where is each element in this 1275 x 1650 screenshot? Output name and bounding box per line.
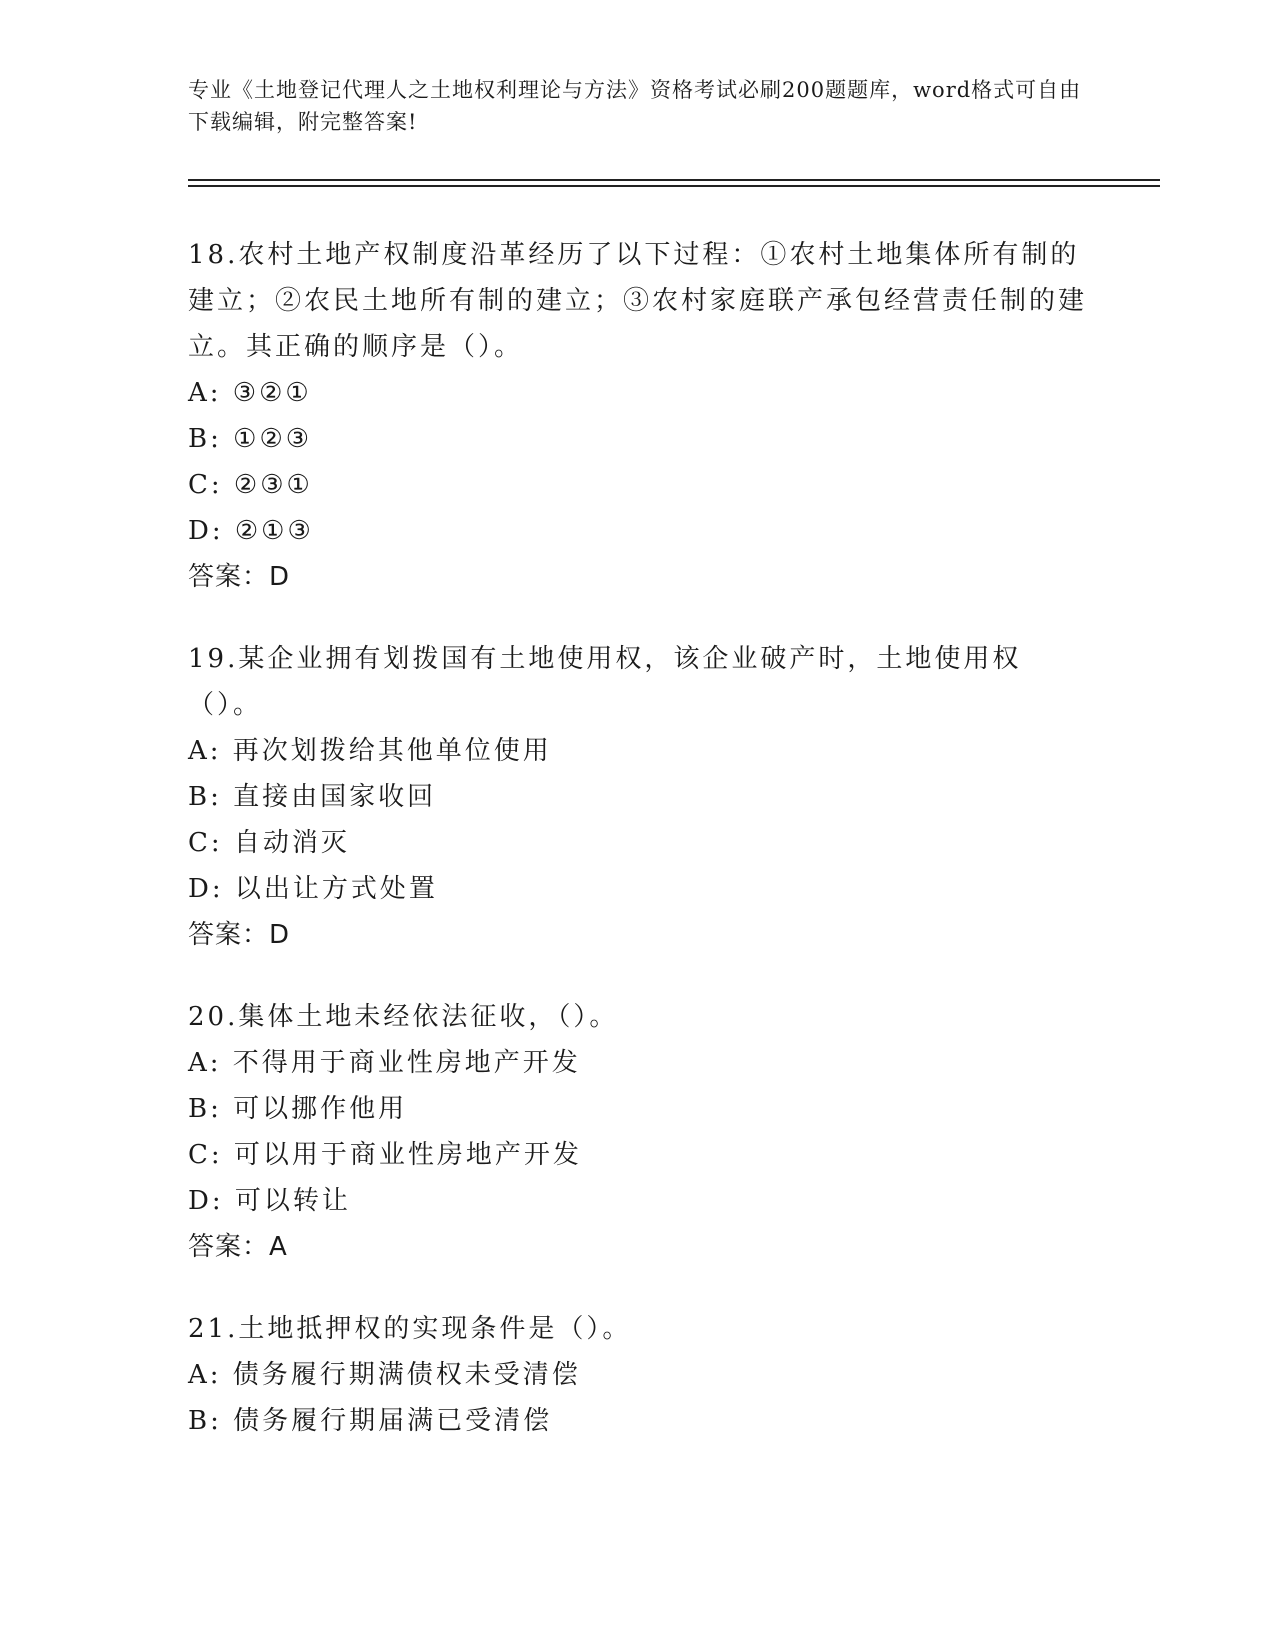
question-item — [188, 994, 1088, 1270]
answer-text: 答案：D — [188, 920, 291, 950]
option-d: D: 以出让方式处置 — [188, 874, 438, 904]
question-text: 20.集体土地未经依法征收，（）。 — [188, 1002, 619, 1032]
answer-text: 答案：A — [188, 1232, 288, 1262]
question-list — [188, 232, 1088, 1480]
option-a: A: 再次划拨给其他单位使用 — [188, 736, 552, 766]
option-c: C: ②③① — [188, 470, 313, 500]
option-a: A: 不得用于商业性房地产开发 — [188, 1048, 581, 1078]
question-text: 18.农村土地产权制度沿革经历了以下过程：①农村土地集体所有制的建立；②农民土地所有制的建立；③农村家庭联产承包经营责任制的建立。其正确的顺序是（）。 — [188, 240, 1088, 362]
question-text: 21.土地抵押权的实现条件是（）。 — [188, 1314, 632, 1344]
answer-text: 答案：D — [188, 562, 291, 592]
document-header: 专业《土地登记代理人之土地权利理论与方法》资格考试必刷200题题库，word格式可自由下载编辑，附完整答案! — [188, 78, 1082, 134]
option-d: D: ②①③ — [188, 516, 314, 546]
option-b: B: 可以挪作他用 — [188, 1094, 408, 1124]
question-item — [188, 1306, 1088, 1444]
option-c: C: 可以用于商业性房地产开发 — [188, 1140, 582, 1170]
option-a: A: 债务履行期满债权未受清偿 — [188, 1360, 581, 1390]
question-item — [188, 636, 1088, 958]
question-text: 19.某企业拥有划拨国有土地使用权，该企业破产时，土地使用权（）。 — [188, 644, 1022, 720]
option-c: C: 自动消灭 — [188, 828, 350, 858]
option-a: A: ③②① — [188, 378, 312, 408]
header-divider-top — [188, 179, 1160, 181]
option-b: B: 直接由国家收回 — [188, 782, 437, 812]
option-d: D: 可以转让 — [188, 1186, 351, 1216]
question-item — [188, 232, 1088, 600]
header-divider-bottom — [188, 185, 1160, 187]
option-b: B: ①②③ — [188, 424, 313, 454]
option-b: B: 债务履行期届满已受清偿 — [188, 1406, 553, 1436]
